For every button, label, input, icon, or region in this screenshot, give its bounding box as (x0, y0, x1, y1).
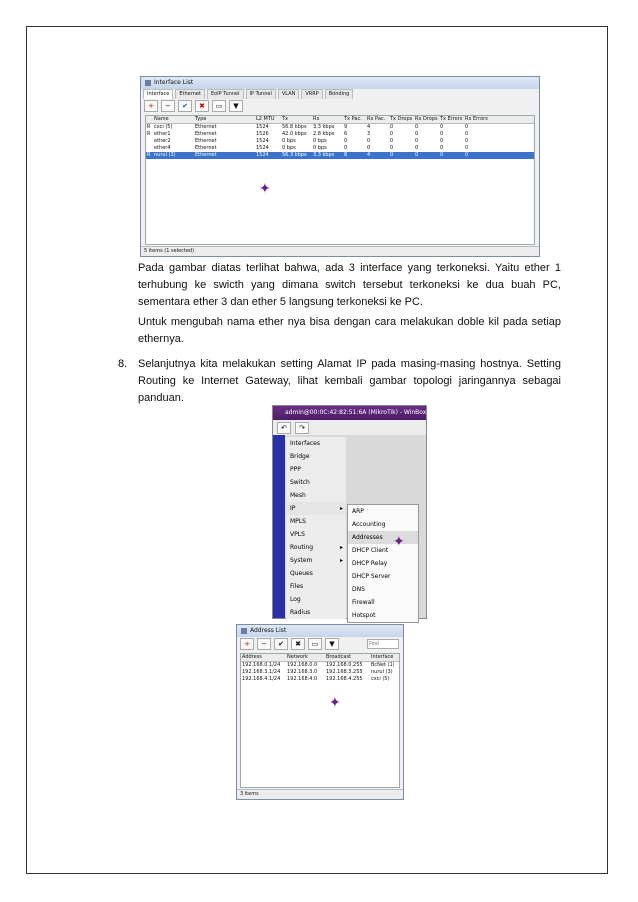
text-line: ethernya. (138, 333, 184, 345)
tab-eoip-tunnel[interactable]: EoIP Tunnel (207, 89, 244, 99)
table-cell: 56.3 kbps (282, 152, 307, 158)
table-header (146, 116, 534, 124)
table-cell: R (147, 131, 151, 137)
table-cell: 0 (440, 138, 444, 144)
table-cell: 3.3 kbps (313, 124, 335, 130)
paragraph-interfaces (138, 260, 561, 311)
table-cell: 0 bps (313, 145, 327, 151)
table-cell: Ethernet (195, 124, 217, 130)
table-cell: 0 bps (282, 145, 296, 151)
column-header[interactable]: Rx Errors (465, 116, 488, 122)
menu-item-label: Routing (290, 544, 314, 551)
column-header[interactable]: Tx (282, 116, 289, 122)
table-cell: 0 (415, 152, 419, 158)
address-list-titlebar (237, 625, 403, 637)
menu-item-label: Interfaces (290, 440, 320, 447)
menu-item-routing[interactable] (286, 541, 346, 554)
table-row[interactable] (241, 669, 399, 676)
table-row[interactable] (146, 152, 534, 159)
column-header[interactable]: Address (242, 654, 262, 660)
winbox-title: admin@00:0C:42:82:51:6A (MikroTik) - WinBox (273, 406, 426, 420)
table-cell: 0 (390, 145, 394, 151)
interface-tabs (141, 89, 539, 99)
interface-toolbar (141, 99, 539, 113)
interface-status: 5 items (1 selected) (141, 246, 539, 256)
table-cell: 0 (390, 138, 394, 144)
table-cell (146, 145, 153, 152)
menu-item-label: Queues (290, 570, 313, 577)
text-line: Pada gambar diatas terlihat bahwa, ada 3 interface yang terkoneksi. Yaitu ether 1 (138, 262, 561, 274)
interface-list-titlebar (141, 77, 539, 89)
menu-item-label: Bridge (290, 453, 310, 460)
tab-interface[interactable]: Interface (143, 89, 173, 99)
interface-name: nurul (3) (154, 152, 176, 158)
paragraph-rename (138, 314, 561, 348)
table-cell: R (147, 152, 151, 158)
chevron-right-icon: ▸ (339, 505, 343, 512)
enable-icon[interactable]: ✔ (274, 638, 288, 650)
menu-item-mpls[interactable] (286, 515, 346, 528)
table-cell: 0 (465, 124, 469, 130)
paragraph-item8 (138, 356, 561, 407)
table-cell: 192.168.3.0 (287, 669, 318, 675)
table-header (241, 654, 399, 662)
disable-icon[interactable]: ✖ (291, 638, 305, 650)
winbox-menu (286, 437, 346, 619)
column-header[interactable]: Tx Drops (390, 116, 413, 122)
table-cell: nurul (3) (371, 669, 393, 675)
table-cell: 192.168.0.255 (326, 662, 363, 668)
text-line: sementara ether 3 dan ether 5 langsung terkoneksi ke PC. (138, 296, 423, 308)
table-cell: 9 (344, 124, 348, 130)
text-line: panduan. (138, 392, 184, 404)
submenu-item-dhcp-client[interactable]: DHCP Client (352, 547, 389, 554)
item-number: 8. (118, 358, 128, 370)
cursor-icon: ✦ (393, 534, 405, 550)
menu-item-log[interactable] (286, 593, 346, 606)
menu-item-system[interactable] (286, 554, 346, 567)
table-cell: 42.0 kbps (282, 131, 307, 137)
address-toolbar (237, 637, 403, 651)
table-cell: 1524 (256, 152, 269, 158)
table-cell: 0 (390, 131, 394, 137)
remove-icon[interactable]: − (161, 100, 175, 112)
menu-item-label: PPP (290, 466, 301, 473)
menu-item-label: MPLS (290, 518, 306, 525)
cursor-icon: ✦ (329, 695, 341, 711)
chevron-right-icon: ▸ (339, 544, 343, 551)
tab-bonding[interactable]: Bonding (325, 89, 354, 99)
menu-item-label: Switch (290, 479, 310, 486)
table-cell: 3.3 kbps (313, 152, 335, 158)
table-row[interactable] (241, 676, 399, 683)
table-cell: 56.8 kbps (282, 124, 307, 130)
table-cell: 6 (344, 131, 348, 137)
table-cell: 0 (367, 145, 371, 151)
window-icon (241, 628, 247, 634)
column-header[interactable]: Tx Errors (440, 116, 463, 122)
table-cell: 1526 (256, 131, 269, 137)
menu-item-radius[interactable] (286, 606, 346, 619)
table-cell: 0 (465, 131, 469, 137)
menu-item-label: VPLS (290, 531, 305, 538)
table-cell (146, 138, 153, 145)
table-cell: 0 bps (313, 138, 327, 144)
table-cell: 1524 (256, 124, 269, 130)
menu-item-ip[interactable] (286, 502, 346, 515)
table-row[interactable] (146, 131, 534, 138)
tab-ethernet[interactable]: Ethernet (175, 89, 205, 99)
table-cell: 192.168.4.1/24 (242, 676, 281, 682)
table-cell: 4 (367, 124, 371, 130)
menu-item-label: Files (290, 583, 304, 590)
table-cell: 0 (344, 145, 348, 151)
table-cell: 192.168.0.1/24 (242, 662, 281, 668)
submenu-item-accounting[interactable]: Accounting (352, 521, 386, 528)
table-cell: 3 (367, 131, 371, 137)
tab-vrrp[interactable]: VRRP (301, 89, 322, 99)
table-cell: 192.168.4.255 (326, 676, 363, 682)
submenu-item-hotspot[interactable]: Hotspot (352, 612, 376, 619)
menu-item-switch[interactable] (286, 476, 346, 489)
column-header[interactable]: Rx Pac. (367, 116, 386, 122)
address-list-window (236, 624, 404, 800)
table-cell: cxci (5) (371, 676, 390, 682)
table-cell: Ethernet (195, 145, 217, 151)
table-cell: Ethernet (195, 131, 217, 137)
table-cell: 0 (344, 138, 348, 144)
text-line: terhubung ke swicth yang dimana switch tersebut terkoneksi ke dua buah PC, (138, 279, 561, 291)
table-cell: 192.168.3.1/24 (242, 669, 281, 675)
table-cell: 0 bps (282, 138, 296, 144)
table-cell: BcNet (1) (371, 662, 395, 668)
interface-name: ether4 (154, 145, 171, 151)
interface-list-window (140, 76, 540, 257)
menu-item-vpls[interactable] (286, 528, 346, 541)
enable-icon[interactable]: ✔ (178, 100, 192, 112)
table-cell: 0 (367, 138, 371, 144)
menu-item-mesh[interactable] (286, 489, 346, 502)
chevron-right-icon: ▸ (339, 557, 343, 564)
add-icon[interactable]: + (144, 100, 158, 112)
table-cell: 0 (390, 152, 394, 158)
table-cell: 8 (344, 152, 348, 158)
menu-item-label: Mesh (290, 492, 306, 499)
remove-icon[interactable]: − (257, 638, 271, 650)
menu-item-label: System (290, 557, 313, 564)
header-cell (146, 116, 153, 123)
text-line: Routing ke Internet Gateway, lihat kembali gambar topologi jaringannya sebagai (138, 375, 561, 387)
submenu-item-dhcp-server[interactable]: DHCP Server (352, 573, 391, 580)
text-line: Selanjutnya kita melakukan setting Alamat IP pada masing-masing hostnya. Setting (138, 358, 561, 370)
text-line: Untuk mengubah nama ether nya bisa dengan cara melakukan doble kil pada setiap (138, 316, 561, 328)
table-cell: Ethernet (195, 152, 217, 158)
comment-icon[interactable]: ▭ (308, 638, 322, 650)
cursor-icon: ✦ (259, 181, 271, 197)
table-cell: R (147, 124, 151, 130)
interface-name: ether1 (154, 131, 171, 137)
ip-submenu (347, 504, 419, 623)
table-cell: 0 (415, 131, 419, 137)
menu-item-label: Radius (290, 609, 311, 616)
interface-table (145, 115, 535, 245)
menu-item-bridge[interactable] (286, 450, 346, 463)
table-cell: 0 (465, 152, 469, 158)
table-cell: 0 (440, 152, 444, 158)
winbox-toolbar (273, 420, 426, 435)
table-row[interactable] (146, 138, 534, 145)
interface-name: cxci (5) (154, 124, 173, 130)
column-header[interactable]: Interface (371, 654, 394, 660)
tab-vlan[interactable]: VLAN (278, 89, 299, 99)
table-row[interactable] (146, 145, 534, 152)
submenu-item-dhcp-relay[interactable]: DHCP Relay (352, 560, 388, 567)
menu-item-queues[interactable] (286, 567, 346, 580)
interface-list-title: Interface List (154, 79, 194, 86)
table-cell: 0 (440, 145, 444, 151)
table-cell: 1524 (256, 145, 269, 151)
menu-item-label: IP (290, 505, 296, 512)
column-header[interactable]: L2 MTU (256, 116, 275, 122)
address-list-title: Address List (250, 627, 287, 634)
column-header[interactable]: Network (287, 654, 308, 660)
table-cell: Ethernet (195, 138, 217, 144)
table-cell: 1524 (256, 138, 269, 144)
undo-icon[interactable]: ↶ (277, 422, 291, 434)
table-cell: 0 (415, 145, 419, 151)
window-icon (145, 80, 151, 86)
column-header[interactable]: Type (195, 116, 207, 122)
table-row[interactable] (241, 662, 399, 669)
address-status: 3 items (237, 789, 403, 799)
column-header[interactable]: Tx Pac. (344, 116, 362, 122)
table-cell: 192.168.4.0 (287, 676, 318, 682)
table-cell: 192.168.0.0 (287, 662, 318, 668)
table-cell: 0 (415, 124, 419, 130)
table-cell: 0 (440, 131, 444, 137)
table-cell: 0 (440, 124, 444, 130)
table-cell: 4 (367, 152, 371, 158)
menu-item-interfaces[interactable] (286, 437, 346, 450)
filter-icon[interactable]: ▼ (325, 638, 339, 650)
table-cell: 0 (465, 138, 469, 144)
find-input[interactable] (367, 639, 399, 649)
menu-item-label: Log (290, 596, 301, 603)
filter-icon[interactable]: ▼ (229, 100, 243, 112)
table-cell: 192.168.3.255 (326, 669, 363, 675)
column-header[interactable]: Rx (313, 116, 320, 122)
menu-item-files[interactable] (286, 580, 346, 593)
interface-name: ether2 (154, 138, 171, 144)
submenu-item-arp[interactable]: ARP (352, 508, 364, 515)
table-row[interactable] (146, 124, 534, 131)
submenu-item-dns[interactable]: DNS (352, 586, 365, 593)
add-icon[interactable]: + (240, 638, 254, 650)
submenu-item-addresses[interactable]: Addresses (348, 531, 418, 544)
menu-item-ppp[interactable] (286, 463, 346, 476)
column-header[interactable]: Broadcast (326, 654, 352, 660)
submenu-item-firewall[interactable]: Firewall (352, 599, 375, 606)
column-header[interactable]: Rx Drops (415, 116, 438, 122)
comment-icon[interactable]: ▭ (212, 100, 226, 112)
table-cell: 0 (415, 138, 419, 144)
table-cell: 2.8 kbps (313, 131, 335, 137)
table-cell: 0 (390, 124, 394, 130)
redo-icon[interactable]: ↷ (295, 422, 309, 434)
winbox-sidebar-strip (273, 435, 285, 618)
winbox-window (272, 405, 427, 619)
disable-icon[interactable]: ✖ (195, 100, 209, 112)
address-table (240, 653, 400, 788)
tab-ip-tunnel[interactable]: IP Tunnel (246, 89, 276, 99)
table-cell: 0 (465, 145, 469, 151)
column-header[interactable]: Name (154, 116, 169, 122)
